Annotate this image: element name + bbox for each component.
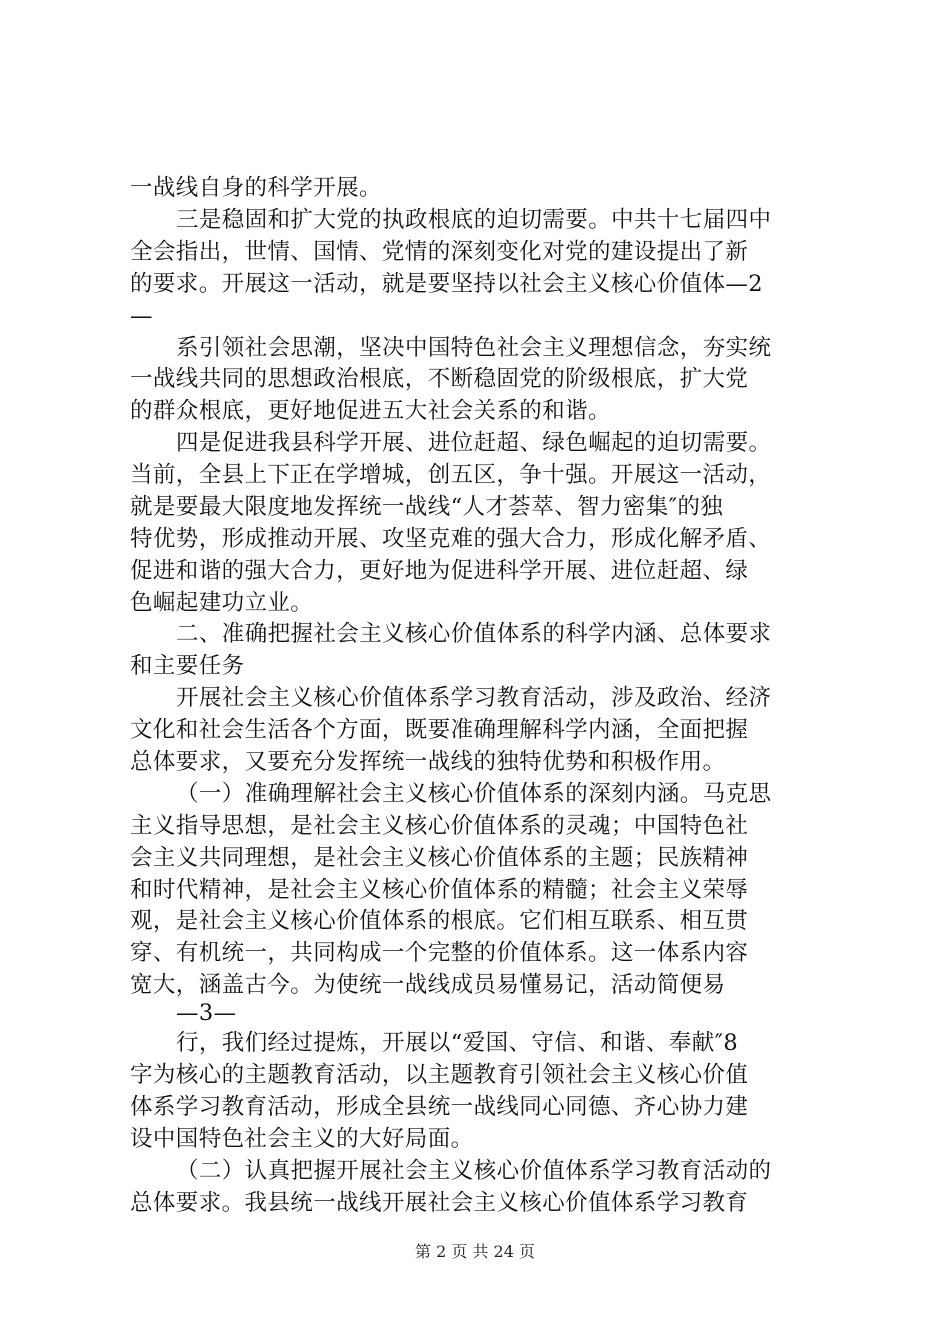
text-line: （一）准确理解社会主义核心价值体系的深刻内涵。马克思: [176, 781, 772, 807]
text-line: 就是要最大限度地发挥统一战线“人才荟萃、智力密集″的独: [130, 494, 724, 520]
text-line: 设中国特色社会主义的大好局面。: [130, 1126, 474, 1152]
text-line: 当前，全县上下正在学增城，创五区，争十强。开展这一活动，: [130, 462, 772, 488]
text-line: 四是促进我县科学开展、进位赶超、绿色崛起的迫切需要。: [176, 430, 772, 456]
text-line: 三是稳固和扩大党的执政根底的迫切需要。中共十七届四中: [176, 207, 772, 233]
page-marker: —: [130, 303, 153, 329]
text-line: 一战线共同的思想政治根底，不断稳固党的阶级根底，扩大党: [130, 366, 749, 392]
text-line: 总体要求，又要充分发挥统一战线的独特优势和积极作用。: [130, 749, 726, 775]
text-line: 字为核心的主题教育活动，以主题教育引领社会主义核心价值: [130, 1062, 749, 1088]
text-line: 穿、有机统一，共同构成一个完整的价值体系。这一体系内容: [130, 940, 749, 966]
text-line: 系引领社会思潮，坚决中国特色社会主义理想信念，夯实统: [176, 335, 772, 361]
section-heading: 二、准确把握社会主义核心价值体系的科学内涵、总体要求: [176, 621, 772, 647]
text-line: 会主义共同理想，是社会主义核心价值体系的主题；民族精神: [130, 845, 749, 871]
text-line: 主义指导思想，是社会主义核心价值体系的灵魂；中国特色社: [130, 813, 749, 839]
text-line: （二）认真把握开展社会主义核心价值体系学习教育活动的: [176, 1158, 772, 1184]
text-line: 行，我们经过提炼，开展以“爱国、守信、和谐、奉献″8: [176, 1030, 739, 1056]
page-marker: —3—: [176, 1000, 237, 1026]
text-line: 的群众根底，更好地促进五大社会关系的和谐。: [130, 398, 611, 424]
page-footer: [0, 1242, 950, 1262]
text-line: 和时代精神，是社会主义核心价值体系的精髓；社会主义荣辱: [130, 877, 749, 903]
text-line: 体系学习教育活动，形成全县统一战线同心同德、齐心协力建: [130, 1094, 749, 1120]
text-line: 开展社会主义核心价值体系学习教育活动，涉及政治、经济: [176, 685, 772, 711]
text-line: 文化和社会生活各个方面，既要准确理解科学内涵，全面把握: [130, 717, 749, 743]
text-line: 全会指出，世情、国情、党情的深刻变化对党的建设提出了新: [130, 239, 749, 265]
text-line: 色崛起建功立业。: [130, 590, 314, 616]
page-indicator: 第 2 页 共 24 页: [415, 1242, 535, 1261]
text-line: 一战线自身的科学开展。: [130, 175, 382, 201]
text-line: 促进和谐的强大合力，更好地为促进科学开展、进位赶超、绿: [130, 558, 749, 584]
text-line: 的要求。开展这一活动，就是要坚持以社会主义核心价值体—2: [130, 271, 764, 297]
text-line: 总体要求。我县统一战线开展社会主义核心价值体系学习教育: [130, 1190, 749, 1216]
text-line: 特优势，形成推动开展、攻坚克难的强大合力，形成化解矛盾、: [130, 526, 772, 552]
section-heading: 和主要任务: [130, 653, 245, 679]
text-line: 观，是社会主义核心价值体系的根底。它们相互联系、相互贯: [130, 908, 749, 934]
text-line: 宽大，涵盖古今。为使统一战线成员易懂易记，活动简便易: [130, 972, 726, 998]
